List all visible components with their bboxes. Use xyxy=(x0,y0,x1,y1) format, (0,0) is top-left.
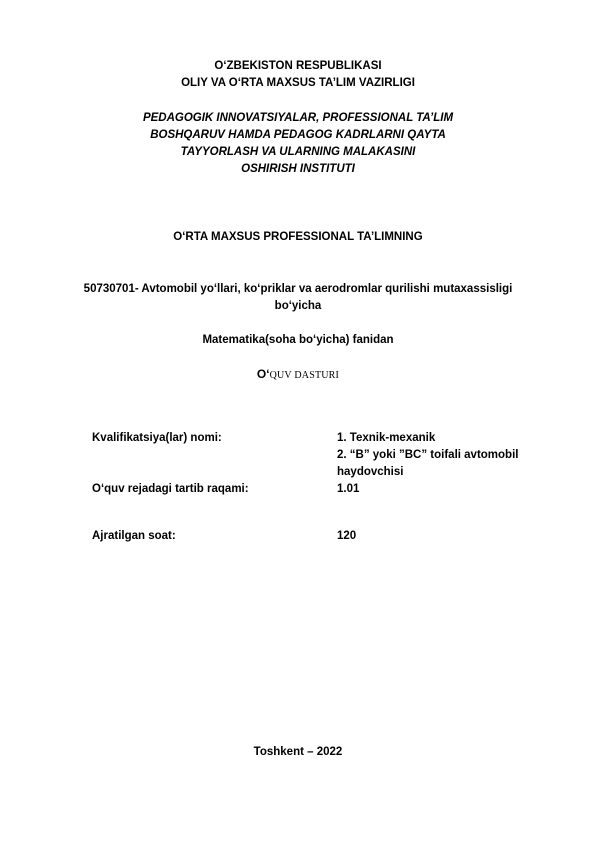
institute-line-4: OSHIRISH INSTITUTI xyxy=(241,163,355,175)
subject-title: Matematika(soha bo‘yicha) fanidan xyxy=(202,334,394,346)
institute-line-2: BOSHQARUV HAMDA PEDAGOG KADRLARNI QAYTA xyxy=(150,129,446,141)
education-level: O‘RTA MAXSUS PROFESSIONAL TA’LIMNING xyxy=(173,231,423,243)
specialty-line-1: 50730701- Avtomobil yo‘llari, ko‘priklar va aerodromlar qurilishi mutaxassisligi xyxy=(83,283,513,295)
qualification-label: Kvalifikatsiya(lar) nomi: xyxy=(92,432,222,444)
plan-number-value: 1.01 xyxy=(337,483,360,495)
document-type-title xyxy=(0,366,596,384)
plan-number-label: O‘quv rejadagi tartib raqami: xyxy=(92,483,249,495)
document-type-first: O‘ xyxy=(256,367,270,381)
hours-value: 120 xyxy=(337,530,357,542)
specialty-line-2: bo‘yicha xyxy=(274,300,322,312)
document-type-rest: QUV DASTURI xyxy=(269,370,340,381)
institute-line-1: PEDAGOGIK INNOVATSIYALAR, PROFESSIONAL TA’LIM xyxy=(142,112,454,124)
ministry-title: OLIY VA O‘RTA MAXSUS TA’LIM VAZIRLIGI xyxy=(181,77,415,89)
country-title: O‘ZBEKISTON RESPUBLIKASI xyxy=(214,60,382,72)
qualification-value-2: 2. “B” yoki ”BC” toifali avtomobil xyxy=(337,449,519,461)
footer-city-year: Toshkent – 2022 xyxy=(253,746,343,758)
qualification-values xyxy=(337,430,547,481)
qualification-value-3: haydovchisi xyxy=(337,466,404,478)
qualification-value-1: 1. Texnik-mexanik xyxy=(337,432,436,444)
hours-label: Ajratilgan soat: xyxy=(92,530,176,542)
institute-line-3: TAYYORLASH VA ULARNING MALAKASINI xyxy=(180,146,416,158)
